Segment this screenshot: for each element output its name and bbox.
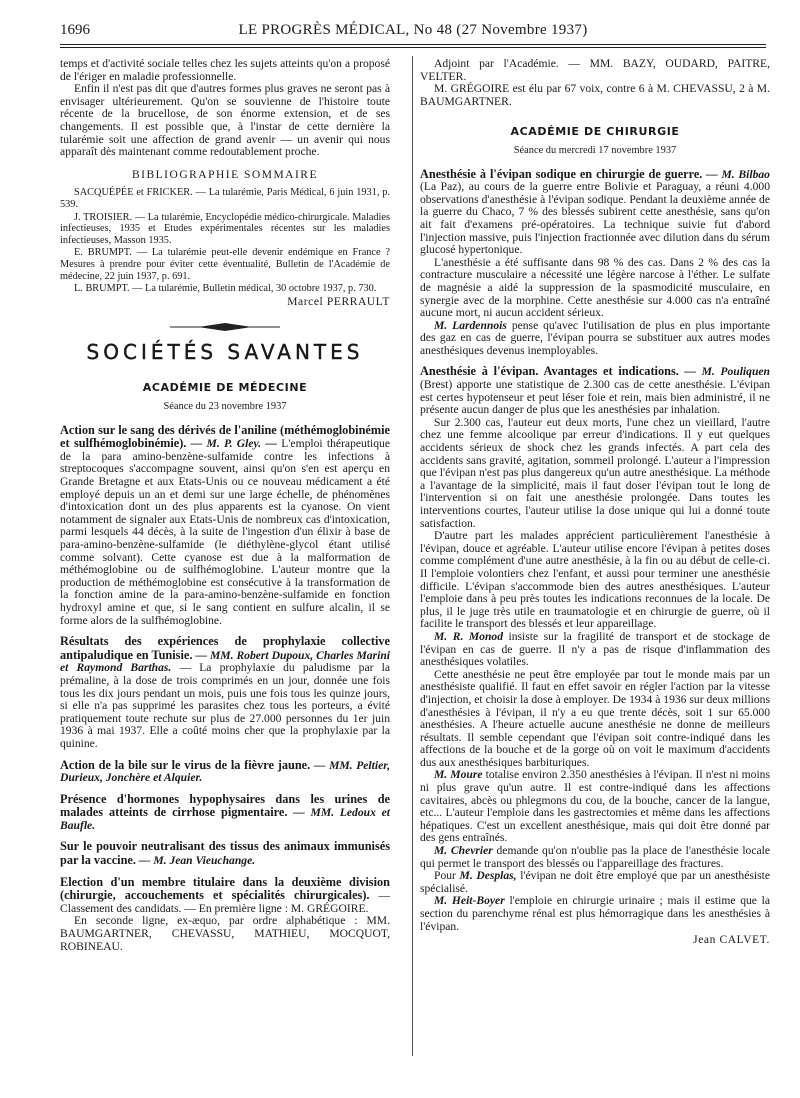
communication-5 (60, 840, 390, 867)
discussant-name: M. R. Monod (434, 629, 504, 643)
communication-author: — MM. Ledoux et Baufle. (60, 806, 390, 832)
discussion-body: totalise environ 2.350 anesthésies à l'évipan. Il n'est ni moins ni plus grave qu'un autre. Il est contre-indiqué dans les affections cavitaires, abcès ou phlegmons du cou, de la bouche, cancer de la langue, etc... L'auteur l'emploie dans les gastrectomies et même dans les affections hépatiques. C'est un excellent anesthésique, mais qui doit être donné par des gens entraînés. (420, 768, 770, 845)
communication-author: — MM. Robert Dupoux, Charles Marini et Raymond Barthas. (60, 648, 390, 675)
left-column (60, 58, 390, 953)
communication-r1 (420, 168, 770, 257)
bibliography-item: J. TROISIER. — La tularémie, Encyclopédie médico-chirurgicale. Maladies infectieuses, 1935 et Etudes expérimentales récentes sur les maladies infectieuses, Masson 1935. (60, 211, 390, 246)
intro-paragraph-2: Enfin il n'est pas dit que d'autres formes plus graves ne seront pas à envisager ultérieurement. Qu'on se souvienne de l'histoire toute récente de la brucellose, de son énorme extension, et de ses changements. Il est possible que, à l'instar de cette dernière la tularémie soit une affection de grand avenir — un avenir qui nous apparaît dès maintenant comme redoutablement proche. (60, 82, 390, 159)
communication-title: Présence d'hormones hypophysaires dans les urines de malades atteints de cirrhose pigmentaire. (60, 791, 390, 820)
running-title: LE PROGRÈS MÉDICAL, No 48 (27 Novembre 1937) (238, 22, 588, 38)
communication-r1-p2: L'anesthésie a été suffisante dans 98 % des cas. Dans 2 % des cas la contracture musculaire a nécessité une légère narcose à l'éther. Le sulfate de magnésie a aidé la suppression de la spasmodicité musculaire, en synergie avec de la morphine. Cette anesthésie sur 4.000 cas n'a entraîné aucune mort, ni aucun accident sérieux. (420, 255, 770, 320)
discussion-chevrier (420, 845, 770, 870)
communication-2 (60, 635, 390, 750)
communication-6-continuation: En seconde ligne, ex-æquo, par ordre alphabétique : MM. BAUMGARTNER, CHEVASSU, MATHIEU, MOCQUOT, ROBINEAU. (60, 914, 390, 953)
column-divider (412, 56, 413, 1056)
session-date: Séance du 23 novembre 1937 (163, 401, 287, 413)
communication-body: — La prophylaxie du paludisme par la prémaline, à la dose de trois comprimés en un jour, donnée une fois tous les dix jours pendant un mois, puis une fois tous les quinze jours, si elle n'a pas supprimé les parasites chez tous les porteurs, a évité pratiquement toute rechute sur plus de 27.000 personnes du 1er juin 1936 à mai 1937. Elle a coûté moins cher que la prophylaxie par la quinine. (60, 661, 390, 750)
discussant-name: M. Desplas, (459, 869, 517, 883)
communication-r2-p2: Sur 2.300 cas, l'auteur eut deux morts, l'une chez un vieillard, l'autre chez une femme alcoolique par erreur d'indications. Il y eut quelques accidents sérieux de shock chez les grands infectés. A part cela des accidents sans gravité, agitation, sommeil prolongé. L'auteur a l'impression que l'évipan n'est pas plus dangereux qu'un autre anesthésique. La méthode a l'avantage de la simplicité, mais il faut doser l'évipan tout le long de l'intervention si on fait une anesthésie prolongée. Dans toutes les interventions courtes, l'auteur utilise la dose unique qui lui a donné toute satisfaction. (420, 415, 770, 530)
bibliography-item: E. BRUMPT. — La tularémie peut-elle devenir endémique en France ? Mesures à prendre pour éviter cette éventualité, Bulletin de l'Académie de médecine, 22 juin 1937, p. 691. (60, 247, 390, 282)
academy-chirurgie-heading: ACADÉMIE DE CHIRURGIE (510, 125, 680, 139)
communication-author: — M. Pouliquen (684, 365, 770, 379)
page-number: 1696 (60, 22, 90, 38)
header-rule (60, 44, 766, 45)
section-ornament (60, 322, 390, 336)
communication-3 (60, 759, 390, 785)
communication-r2-p3: D'autre part les malades apprécient particulièrement l'anesthésie à l'évipan, douce et agréable. L'auteur utilise encore l'évipan à petites doses comme complément d'une autre anesthésie, à la fin ou au début de celle-ci. Il l'emploie volontiers chez l'enfant, et aussi pour terminer une anesthésie difficile. L'évipan s'accommode bien des autres anesthésiques. L'auteur l'emploie dans à peu près toutes les indications reconnues de la locale. De plus, il le juge très utile en traumatologie et en chirurgie de guerre, où il facilite le transport des blessés et leur appareillage. (420, 529, 770, 631)
communication-author: — M. Jean Vieuchange. (138, 854, 256, 868)
bibliography-item: L. BRUMPT. — La tularémie, Bulletin médical, 30 octobre 1937, p. 730. (74, 283, 377, 295)
communication-4 (60, 793, 390, 833)
communication-title: Action sur le sang des dérivés de l'aniline (méthémoglobinémie et sulfhémoglobinémie). (60, 422, 390, 451)
discussion-moure (420, 769, 770, 845)
communication-1 (60, 424, 390, 628)
discussant-name: M. Moure (434, 768, 483, 782)
discussion-desplas (420, 870, 770, 895)
running-header (60, 22, 766, 44)
discussion-monod (420, 631, 770, 669)
communication-title: Anesthésie à l'évipan. Avantages et indications. (420, 364, 679, 379)
discussion-prefix: Pour (434, 869, 456, 883)
communication-author: — M. P. Gley. — (190, 437, 277, 451)
communication-title: Résultats des expériences de prophylaxie collective antipaludique en Tunisie. (60, 634, 390, 662)
discussant-name: M. Lardennois (434, 318, 507, 332)
bibliography-item: SACQUÉPÉE et FRICKER. — La tularémie, Paris Médical, 6 juin 1931, p. 539. (60, 187, 390, 210)
discussion-body: demande qu'on n'oublie pas la place de l'anesthésie locale qui permet le transport des blessés ou l'appareillage des fractures. (420, 844, 770, 870)
communication-title: Anesthésie à l'évipan sodique en chirurgie de guerre. (420, 166, 703, 181)
societies-heading: SOCIÉTÉS SAVANTES (86, 339, 364, 364)
communication-r2 (420, 365, 770, 416)
bibliography-title: BIBLIOGRAPHIE SOMMAIRE (131, 168, 319, 181)
communication-body: L'emploi thérapeutique de la para amino-benzène-sulfamide contre les infections à streptocoques s'accompagne souvent, ainsi qu'on s'en est aperçu en Grande Bretagne et aux Etats-Unis ou ce nouveau médicament a été employé depuis un an et demi sur une large échelle, de phénomènes d'intoxication dont un des plus apparents est la cyanose. On vient notamment de signaler aux Etats-Unis de nombreux cas d'intoxication, parmi lesquels 44 décès, à la suite de l'ingestion d'un élixir à base de para-amino-benzène-sulfamide (le diéthylène-glycol étant utilisé comme solvant). Cette cyanose est due à la malformation de méthémoglobine ou de sulfhémoglobine. L'auteur montre que la production de méthémoglobine est consécutive à la transformation de la fonction amine de la para-amino-benzène-sulfamide en fonction hydroxyl amine et que, si le sang contient en sulfure alcalin, il se forme alors de la sulfhémoglobine. (60, 437, 390, 627)
communication-title: Action de la bile sur le virus de la fièvre jaune. (60, 757, 311, 772)
session-date: Séance du mercredi 17 novembre 1937 (513, 144, 677, 156)
communication-r2-p4: Cette anesthésie ne peut être employée par tout le monde mais par un anesthésiste qualifié. Il faut en effet savoir en régler l'action par la vitesse d'injection, et choisir la dose à employer. De 1934 à 1936 sur deux millions d'anesthésies à l'évipan, il n'y a eu que trente décès, soit 1 sur 65.000 anesthésies. A l'heure actuelle aucune anesthésie ne donne de meilleurs résultats. Il semble cependant que l'évipan soit contre-indiqué dans les affections de la bouche et de la gorge où on voit le maximum d'accidents dus aux anesthésiques barbituriques. (420, 667, 770, 769)
discussant-name: M. Heit-Boyer (434, 894, 505, 908)
header-rule-double (60, 47, 766, 48)
ornament-rule-icon (170, 322, 280, 332)
communication-author: — M. Bilbao (706, 167, 770, 181)
discussion-heit-boyer (420, 895, 770, 933)
right-column (420, 58, 770, 947)
communication-title: Election d'un membre titulaire dans la deuxième division (chirurgie, accouchements et spécialités chirurgicales). (60, 874, 390, 903)
communication-body: — Classement des candidats. — En première ligne : M. GRÉGOIRE. (60, 889, 390, 915)
adjoint-line: Adjoint par l'Académie. — MM. BAZY, OUDARD, PAITRE, VELTER. (420, 57, 770, 83)
discussion-body: insiste sur la fragilité de transport et de stockage de l'évipan en cas de guerre. Il n'y a pas de risque d'inflammation des anesthésiques volatiles. (420, 629, 770, 669)
communication-title: Sur le pouvoir neutralisant des tissus des animaux immunisés par la vaccine. (60, 839, 390, 868)
discussion-body: l'évipan ne doit être employé que par un anesthésiste spécialisé. (420, 869, 770, 895)
discussion-body: pense qu'avec l'utilisation de plus en plus importante des gaz en cas de guerre, l'évipan pourra se substituer aux autres modes anesthésiques devenus inemployables. (420, 318, 770, 357)
discussion-body: l'emploie en chirurgie urinaire ; mais il estime que la section du parenchyme rénal est plus hémorragique dans les anesthésies à l'évipan. (420, 894, 770, 933)
author-signature: Marcel PERRAULT (287, 295, 390, 308)
communication-body: (Brest) apporte une statistique de 2.300 cas de cette anesthésie. L'évipan est certes hypotenseur et peut léser foie et rein, mais bien administré, il ne présente aucun danger de plus que les anesthésies par inhalation. (420, 378, 770, 417)
communication-author: — MM. Peltier, Durieux, Jonchère et Alquier. (60, 758, 391, 785)
intro-paragraph-1: temps et d'activité sociale telles chez les sujets atteints qu'on a proposé de l'ériger en maladie professionnelle. (60, 57, 390, 83)
communication-6 (60, 876, 390, 916)
author-signature: Jean CALVET. (693, 934, 770, 947)
academy-medecine-heading: ACADÉMIE DE MÉDECINE (142, 381, 308, 395)
communication-body: (La Paz), au cours de la guerre entre Bolivie et Paraguay, a réuni 4.000 observations d'anesthésie à l'évipan sodique. Pendant la deuxième année de la guerre du Chaco, 7 % des blessés subirent cette anesthésie, sans qu'on ait fait d'examens pré-opératoires. La technique suivie fut d'abord l'injection massive, puis l'injection fractionnée avec dilution dans du sérum glucosé hypertonique. (420, 180, 770, 257)
discussion-lardennois (420, 320, 770, 358)
election-result: M. GRÉGOIRE est élu par 67 voix, contre 6 à M. CHEVASSU, 2 à M. BAUMGARTNER. (420, 82, 770, 108)
discussant-name: M. Chevrier (434, 844, 493, 858)
